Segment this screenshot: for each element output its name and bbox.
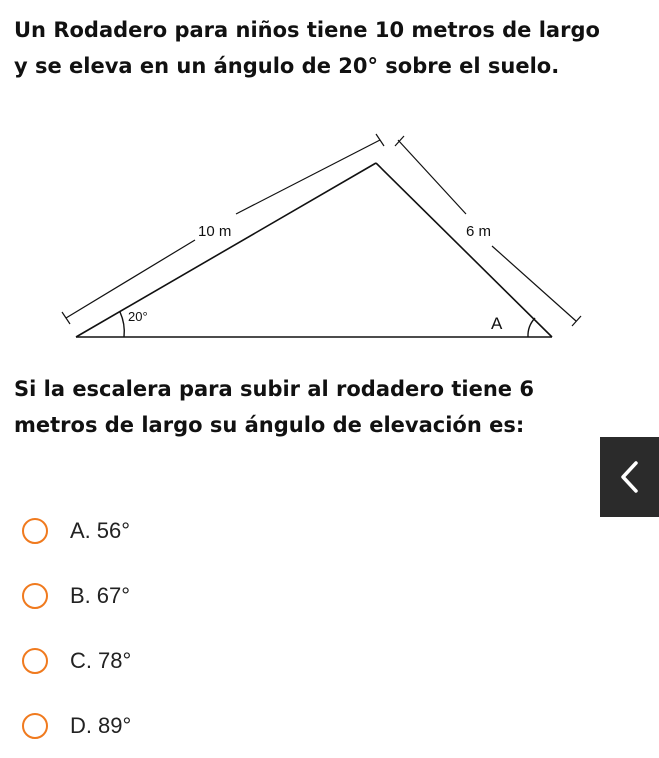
chevron-left-icon: [618, 457, 642, 497]
back-button[interactable]: [600, 437, 659, 517]
slide-side: [76, 163, 376, 337]
ladder-angle-arc: [528, 318, 535, 337]
question-line-2: y se eleva en un ángulo de 20° sobre el suelo.: [14, 54, 560, 78]
option-a[interactable]: [22, 498, 422, 563]
prompt-line-2: metros de largo su ángulo de elevación es:: [14, 413, 525, 437]
slide-angle-label: 20°: [128, 309, 148, 324]
ladder-length-label: 6 m: [466, 223, 492, 240]
option-c-letter: C.: [70, 647, 92, 673]
triangle-svg: [0, 118, 659, 354]
triangle-diagram: [0, 118, 659, 354]
option-d-letter: D.: [70, 712, 92, 738]
radio-button-c[interactable]: [22, 648, 48, 674]
radio-button-d[interactable]: [22, 713, 48, 739]
radio-button-b[interactable]: [22, 583, 48, 609]
radio-button-a[interactable]: [22, 518, 48, 544]
unknown-angle-label: A: [491, 314, 503, 333]
prompt-text: [14, 371, 604, 443]
option-b-value: 67°: [96, 582, 131, 608]
answer-options: [22, 498, 422, 758]
ladder-side: [376, 163, 552, 337]
option-a-value: 56°: [96, 517, 131, 543]
option-c[interactable]: [22, 628, 422, 693]
option-d[interactable]: [22, 693, 422, 758]
question-line-1: Un Rodadero para niños tiene 10 metros de largo: [14, 18, 600, 42]
option-b[interactable]: [22, 563, 422, 628]
slide-angle-arc: [120, 312, 124, 337]
question-text: [14, 12, 646, 84]
option-a-letter: A.: [70, 517, 91, 543]
option-b-letter: B.: [70, 582, 91, 608]
slide-length-label: 10 m: [198, 223, 232, 240]
option-c-value: 78°: [98, 647, 132, 673]
prompt-line-1: Si la escalera para subir al rodadero tiene 6: [14, 377, 534, 401]
option-d-value: 89°: [98, 712, 132, 738]
